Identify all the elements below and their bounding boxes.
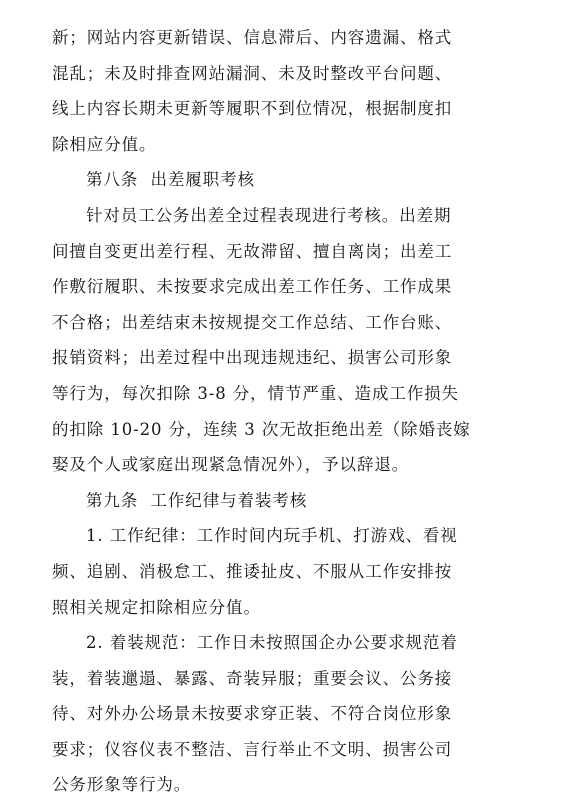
body-text-line: 作敷衍履职、未按要求完成出差工作任务、工作成果: [52, 277, 453, 297]
body-text-line: 待、对外办公场景未按要求穿正装、不符合岗位形象: [52, 704, 453, 724]
body-text-line: 要求；仪容仪表不整洁、言行举止不文明、损害公司: [52, 739, 453, 759]
work-discipline-item: 1. 工作纪律：工作时间内玩手机、打游戏、看视: [86, 526, 458, 546]
article-8-heading: 第八条 出差履职考核: [86, 170, 255, 190]
body-text-line: 报销资料；出差过程中出现违规违纪、损害公司形象: [52, 348, 453, 368]
body-text-line: 除相应分值。: [52, 134, 157, 154]
body-text-line: 混乱；未及时排查网站漏洞、未及时整改平台问题、: [52, 63, 453, 83]
dress-code-item: 2. 着装规范：工作日未按照国企办公要求规范着: [86, 633, 458, 653]
document-page: [52, 20, 522, 803]
body-text-line: 不合格；出差结束未按规提交工作总结、工作台账、: [52, 312, 453, 332]
body-text-line: 娶及个人或家庭出现紧急情况外），予以辞退。: [52, 455, 410, 475]
body-text-line: 公务形象等行为。: [52, 775, 192, 795]
body-text-line: 频、追剧、消极怠工、推诿扯皮、不服从工作安排按: [52, 561, 453, 581]
body-text-line: 等行为，每次扣除 3-8 分，情节严重、造成工作损失: [52, 383, 459, 403]
body-text-line: 间擅自变更出差行程、无故滞留、擅自离岗；出差工: [52, 241, 453, 261]
article-9-heading: 第九条 工作纪律与着装考核: [86, 490, 308, 510]
body-text-line: 的扣除 10-20 分，连续 3 次无故拒绝出差（除婚丧嫁: [52, 419, 471, 439]
body-text-line: 针对员工公务出差全过程表现进行考核。出差期: [86, 205, 452, 225]
body-text-line: 线上内容长期未更新等履职不到位情况，根据制度扣: [52, 99, 453, 119]
body-text-line: 装，着装邋遢、暴露、奇装异服；重要会议、公务接: [52, 668, 453, 688]
body-text-line: 照相关规定扣除相应分值。: [52, 597, 261, 617]
body-text-line: 新；网站内容更新错误、信息滞后、内容遗漏、格式: [52, 28, 453, 47]
